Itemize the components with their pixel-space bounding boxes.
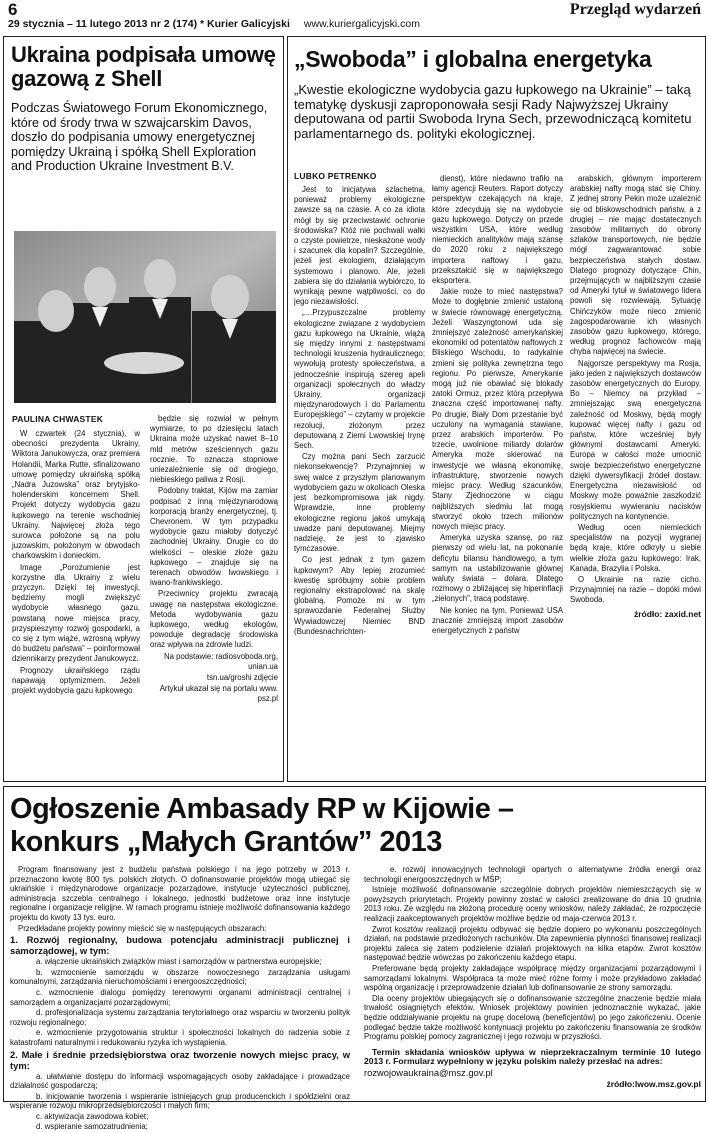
issue-line (8, 18, 420, 30)
paragraph: Artykuł ukazał się na portalu www. psz.pl (159, 684, 278, 704)
right-article-author: LUBKO PETRENKO (294, 171, 377, 181)
paragraph: Według ocen niemieckich specjalistów na pozycji wygranej będą kraje, które odkryły u siebie wielkie złoża gazu łupkowego: Irak, Kanada, Brazylia i Polska. (570, 522, 701, 573)
page-header (8, 0, 701, 34)
paragraph: tsn.ua/groshi zdjęcie (206, 673, 278, 683)
deadline-notice: Termin składania wniosków upływa w nieprzekraczalnym terminie 10 lutego 2013 r. Formularz wypełniony w języku polskim należy przesłać na adres: (364, 1046, 701, 1067)
paragraph: e. rozwój innowacyjnych technologii opartych o alternatywne źródła energii oraz technologii energooszczędnych w MŚP; (364, 865, 701, 884)
section-heading: 1. Rozwój regionalny, budowa potencjału administracji publicznej i samorządowej, w tym: (10, 934, 350, 957)
left-article-lead: Podczas Światowego Forum Ekonomicznego, które od środy trwa w szwajcarskim Davos, doszło do podpisania umowy energetycznej pomiędzy Ukrainą i spółką Shell Exploration and Production Ukraine Investment B.V. (11, 101, 268, 174)
photo-handshake (14, 231, 276, 403)
paragraph: Podobny traktat, Kijów ma zamiar podpisać z inną międzynarodową korporacją branży energetycznej, tj. Chevronem. W tym przypadku wydobycie gazu miałoby dotyczyć zachodniej Ukrainy. Drugie co do wielkości – oleskie złoże gazu łupkowego – znajduje się na terenach obwodów lwowskiego i iwano-frankiwskiego. (150, 486, 278, 588)
paragraph: Jakie może to mieć następstwa? Może to dogłębnie zmienić ustaloną w świecie równowagę energetyczną. Jeżeli Waszyngtonowi uda się zmniejszyć zależność amerykańskiej ekonomiki od potentatów naftowych z Bliskiego Wschodu, to radykalnie zmieni się polityka zewnętrzna tego regionu. Po pierwsze, Amerykanie mogą już nie obawiać się blokady zatoki Ormuz, przez którą przepływa znaczna część importowanej nafty. Po drugie, Biały Dom przestanie być uczulony na wymagania stawiane, przez arabskich importerów. Po trzecie, uwolnione miliardy dolarów Ameryka może skierować na inwestycje we własną ekonomikę, infrastrukturę, stworzenie nowych miejsc pracy. Według szacunków, Stany Zjednoczone w ciągu najbliższych siedmiu lat mogą stworzyć około trzech milionów nowych miejsc pracy. (432, 287, 563, 531)
source-credit: źródło: zaxid.net (633, 608, 701, 619)
issue-info: 29 stycznia – 11 lutego 2013 nr 2 (174) * Kurier Galicyjski (8, 18, 290, 30)
section-title: Przegląd wydarzeń (569, 1, 701, 18)
paragraph: W czwartek (24 stycznia), w obecności prezydenta Ukrainy, Wiktora Janukowycza, oraz premiera Holandii, Marka Rutte, sfinalizowano umowę pomiędzy ukraińską spółką „Nadra Juzowska” oraz brytyjsko-holenderskim koncernem Shell. Projekt dotyczy wydobycia gazu łupkowego na terenie wschodniej Ukrainy. Najwięcej złoża tego surowca położone są na polu juzowskim, położonym w obwodach charkowskim i donieckim. (12, 429, 140, 561)
paragraph: Preferowane będą projekty zakładające współpracę między organizacjami pozarządowymi i samorządami lokalnymi. Współpraca ta może mieć różne formy i może przykładowo zakładać wspólną organizację i przeprowadzenie działań lub dofinansowanie ze strony samorządu. (364, 963, 701, 993)
paragraph: d. profesjonalizacja systemu zarządzania terytorialnego oraz wsparciu w tworzeniu polityk rozwoju regionalnego; (10, 1008, 350, 1027)
paragraph: będzie się rozwiał w pełnym wymiarze, to po dziesięciu latach Ukraina może uzyskać nawet 8–10 mld metrów sześciennych gazu rocznie. To oznacza stopniowe uniezależnienie się od drogiego, niebieskiego paliwa z Rosji. (150, 414, 278, 485)
paragraph: Zwrot kosztów realizacji projektu odbywać się będzie dopiero po wykonaniu poszczególnych działań, na podstawie przedłożonych rachunków. Dla zapewnienia płynności finansowej realizacji projektu zaleca się zatem podzielenie działań projektowych na kilka etapów. Zwrot kosztów następować będzie wówczas po zakończeniu każdego etapu. (364, 924, 701, 963)
right-article-lead: „Kwestie ekologiczne wydobycia gazu łupkowego na Ukrainie” – taką tematykę dyskusji zaproponowała sesji Rady Najwyższej Ukrainy deputowana od partii Swoboda Iryna Sech, przewodniczącą komitetu parlamentarnego ds. polityki ekologicznej. (294, 82, 692, 141)
paragraph: Nie koniec na tym. Ponieważ USA znacznie zmniejszą import zasobów energetycznych z państw (432, 605, 563, 635)
left-article-col1 (12, 429, 140, 697)
paragraph: b. wzmocnienie samorządu w obszarze nowoczesnego zarządzania usługami komunalnymi, zarządzania nieruchomościami i energooszczędności; (10, 967, 350, 987)
page-number: 6 (8, 0, 18, 19)
paragraph: Ameryka uzyska szansę, po raz pierwszy od wielu lat, na pokonanie deficytu bilansu handlowego, a tym samym na ustabilizowanie głównej waluty świata – dolara. Dlatego rozmowy o zbliżającej się hiperinflacji „zielonych”, tracą podstawę. (432, 533, 563, 604)
paragraph: a. włączenie ukraińskich związków miast i samorządów w partnerstwa europejskie; (36, 957, 322, 967)
paragraph: a. ułatwianie dostępu do informacji wspomagających osoby zakładające i prowadzące działalność gospodarczą; (10, 1071, 350, 1091)
paragraph: Czy można pani Sech zarzucić niekonsekwencję? Przynajmniej w swej walce z przyszłym planowanym wydobyciem gazu w okolicach Oleska jest bezkompromisowa jak nigdy. Wprawdzie, inne problemy ekologiczne regionu jakoś umykają uwadze pani deputowanej. Miejmy nadzieję, że jest to zjawisko tymczasowe. (294, 452, 425, 554)
paragraph: Jest to inicjatywa szlachetna, ponieważ problemy ekologiczne zawsze są na czasie. A co za idiota mógł by się przeciwstawić ochronie środowiska? Któż nie pochwali walki o czyste powietrze, nieskażone wody i szacunek dla kopalin? Szczególnie, jeżeli jest ekologiem, działającym systemowo i planowo. Ale, jeżeli zabiera się do działania wybiórczo, to wynikają pewne wątpliwości, co do jego niezawisłości. (294, 185, 425, 307)
bottom-article (3, 786, 706, 1132)
paragraph: Przedkładane projekty powinny mieścić się w następujących obszarach: (18, 923, 267, 933)
left-article-author: PAULINA CHWASTEK (12, 414, 104, 424)
right-article-col3 (570, 174, 701, 620)
paragraph: d. wspieranie samozatrudnienia; (36, 1122, 148, 1132)
left-article-col2 (150, 414, 278, 706)
paragraph: Prognozy ukraińskiego rządu napawają optymizmem. Jeżeli projekt wydobycia gazu łupkowego (12, 665, 140, 696)
right-article (287, 36, 706, 782)
paragraph: Dla oceny projektów ubiegających się o dofinansowanie szczególne znaczenie będzie miała trwałość osiągniętych efektów. Wniosek projektowy powinien jednoznacznie wykazać, jakie będzie oddziaływanie projektu na grupę docelową (beneficjentów) po jego zakończeniu. Ocenie podlegać będzie także możliwość kontynuacji projektu po zakończeniu finansowania ze środków Programu polskiej pomocy zagranicznej i jego rozwoju w przyszłości. (364, 993, 701, 1042)
paragraph: O Ukrainie na razie cicho. Przynajmniej na razie – dopóki mówi Swoboda. (570, 574, 701, 605)
paragraph: Image „Porozumienie jest korzystne dla Ukrainy z wielu przyczyn. Dzięki tej inwestycji, będziemy mogli zwiększyć wydobycie własnego gazu, powstaną nowe miejsca pracy, przyspieszymy rozwój gospodarki, a co się z tym wiąże, wzrosną wpływy do budżetu państwa” – poinformował dziennikarzy prezydent Janukowycz. (12, 562, 140, 664)
paragraph: c. wzmocnienie dialogu pomiędzy terenowymi organami administracji centralnej i samorządem a organizacjami pozarządowymi; (10, 987, 350, 1007)
paragraph: „…Przypuszczalne problemy ekologiczne związane z wydobyciem gazu łupkowego na Ukrainie, wiążą się między innymi z następstwami technologii kruszenia hydraulicznego; wywołują protesty społeczeństwa, a jednocześnie inspirują szereg apeli organizacji społecznych do władzy Ukrainy, organizacji międzynarodowych i do Parlamentu Europejskiego” – czytamy w projekcie rezolucji, złożonym przez deputowaną z Ziemi Lwowskiej Irynę Sech. (294, 308, 425, 451)
paragraph: dienst), które niedawno trafiło na łamy agencji Reuters. Raport dotyczy perspektyw czekających na kraje, które zdecydują się na wydobycie gazu łupkowego. Dotyczy on przede wszystkim USA, które według niemieckich analityków mają szansę do 2020 roku z największego importera naftowy i gazu, przekształcić się w największego eksportera. (432, 174, 563, 286)
bottom-article-title: Ogłoszenie Ambasady RP w Kijowie – konkurs „Małych Grantów” 2013 (10, 793, 514, 858)
paragraph: Najgorsze perspektywy ma Rosja, jako jeden z największych dostawców zasobów energetycznych do Europy. Bo – Niemcy na przykład – zmniejszając swą energetyczna zależność od Moskwy, będą mogły kupować więcej nafty i gazu od państw, które wcześniej były głównymi dostawcami Ameryki. Europa w całości może umocnić swoje bezpieczeństwo energetyczne dzięki dywersyfikacji źródeł dostaw. Energetyczna niezawisłość od Moskwy może poważnie zaszkodzić rosyjskiemu wywieraniu nacisków politycznych na kontynencie. (570, 358, 701, 521)
right-article-col1 (294, 185, 425, 638)
left-article-title: Ukraina podpisała umowę gazową z Shell (11, 42, 276, 91)
left-article (3, 36, 284, 782)
website-link[interactable]: www.kuriergalicyjski.com (303, 18, 421, 30)
section-heading: 2. Małe i średnie przedsiębiorstwa oraz tworzenie nowych miejsc pracy, w tym: (10, 1048, 350, 1071)
paragraph: arabskich, głównym importerem arabskiej nafty mogą stać się Chiny. Z jednej strony Pekin może uzależnić się od bliskowschodnich państw, a z drugiej – nie mając dostatecznych zasobów militarnych do obrony szlaków transportowych, nie będzie mógł zagwarantować sobie bezpieczeństwa stałych dostaw. Dlatego prognozy dotyczące Chin, przejmujących w najbliższym czasie od Ameryki tytuł w światowego lidera powoli się rozwiewają. Sytuację Chińczyków może nieco zmienić zagospodarowanie ich własnych zasobów gazu łupkowego, którego, według prognoz fachowców mają chyba najwięcej na świecie. (570, 174, 701, 357)
paragraph: e. wzmocnienie przygotowania struktur i społeczności lokalnych do radzenia sobie z katastrofami naturalnymi i redukowaniu ryzyka ich wystąpienia. (10, 1028, 350, 1047)
paragraph: Co jest jednak z tym gazem łupkowym? Aby lepiej zrozumieć kwestię spróbujmy sobie problem regionalny ekstrapolować na skalę globalną. Pomoże mi w tym sprawozdanie Federalnej Służby Wywiadowczej Niemiec BND (Bundesnachrichten- (294, 555, 425, 636)
right-article-title: „Swoboda” i globalna energetyka (294, 46, 652, 72)
bottom-article-col2 (364, 865, 701, 1091)
source-credit: źródło:lwow.msz.gov.pl (606, 1079, 701, 1090)
right-article-col2 (432, 174, 563, 637)
paragraph: Na podstawie: radiosvoboda.org, unian.ua (164, 651, 278, 671)
paragraph: b. inicjowanie tworzenia i wspieranie istniejących grup producenckich i spółdzielni oraz wspieranie rozwoju mikroprzedsiębiorczości i małych firm; (10, 1091, 350, 1111)
paragraph: Przeciwnicy projektu zwracają uwagę na następstwa ekologiczne. Metoda wydobywania gazu łupkowego, według ekologów, powoduje degradację środowiska oraz wpływa na zdrowie ludzi. (150, 589, 278, 650)
bottom-article-col1 (10, 865, 350, 1133)
paragraph: Program finansowany jest z budżetu państwa polskiego i na jego potrzeby w 2013 r. przeznaczono kwotę 800 tys. polskich złotych. O dofinansowanie projektów mogą ubiegać się ukraińskie i międzynarodowe organizacje pozarządowe, instytucje użyteczności publicznej, administracja szczebla centralnego i lokalnego, jednostki budżetowe oraz inne instytucje regionalne i organizacje religijne. W ramach programu istnieje możliwość dofinansowania każdego projektu do kwoty 13 tys. euro. (10, 865, 350, 922)
email-link[interactable]: rozwojowaukraina@msz.gov.pl (364, 1066, 493, 1078)
paragraph: Istnieje możliwość dofinansowanie szczególnie dobrych projektów niemieszczących się w powyższych priorytetach. Projekty powinny zostać w całości zrealizowane do dnia 10 grudnia 2013 roku. Ze względu na złożoną procedurę oceny wniosków, należy zakładać, że rozpoczęcie realizacji zaakceptowanych projektów możliwe będzie od maja-czerwca 2013 r. (364, 885, 701, 923)
paragraph: c. aktywizacja zawodowa kobiet; (36, 1111, 149, 1121)
